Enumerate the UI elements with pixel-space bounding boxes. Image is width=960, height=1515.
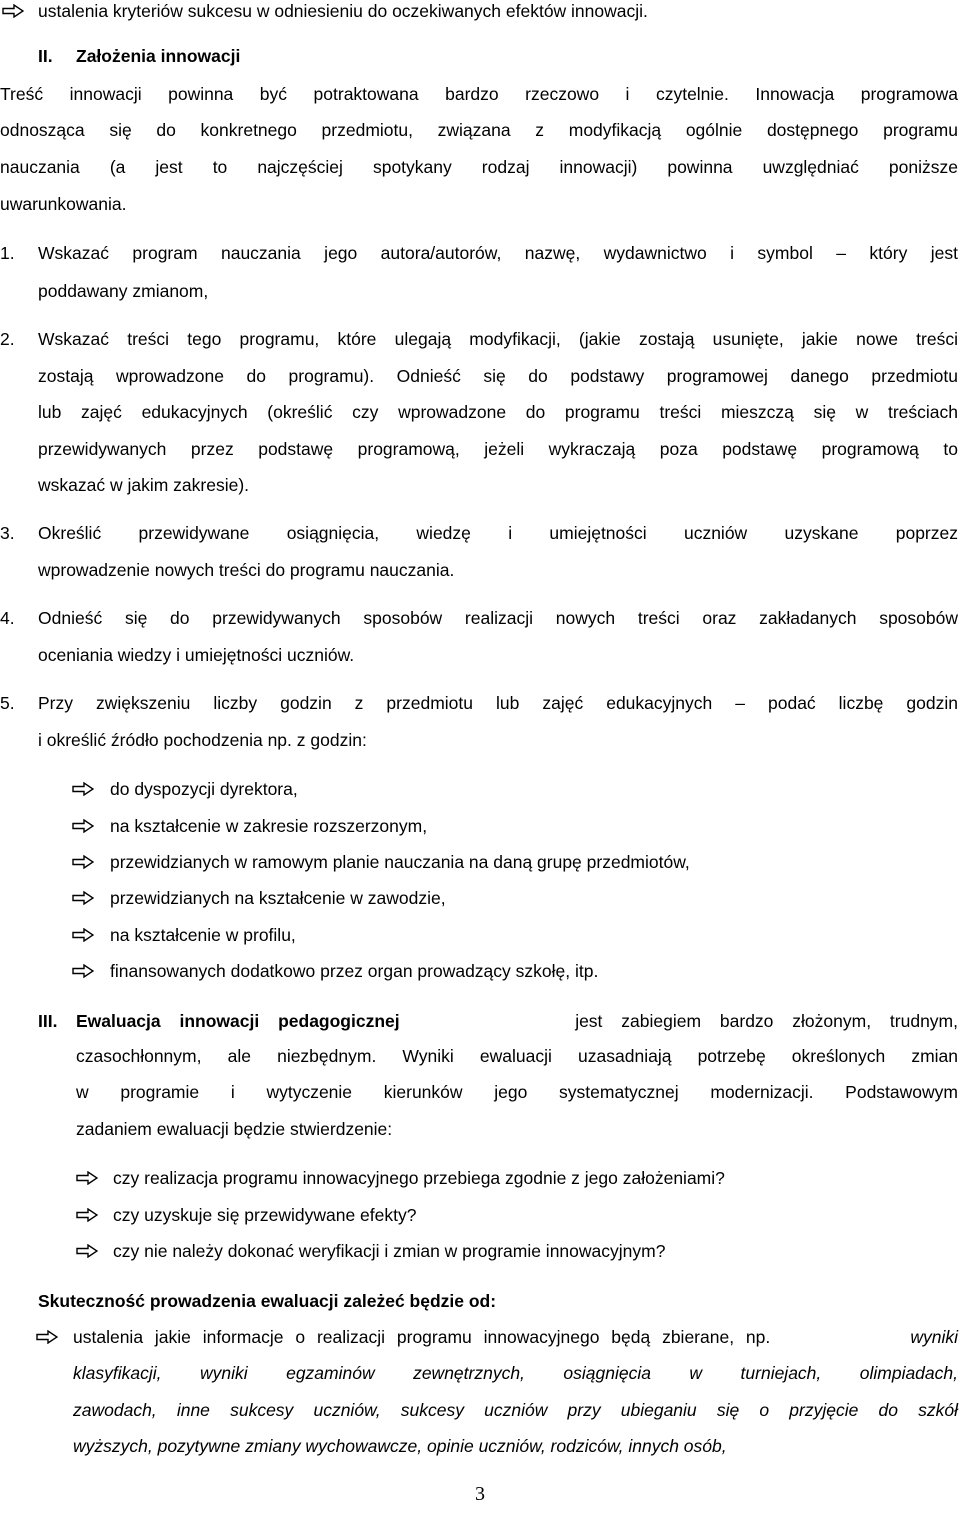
section3-line: czasochłonnym, ale niezbędnym. Wyniki ewaluacji uzasadniają potrzebę określonych zmian (76, 1046, 958, 1066)
section3-title: Ewaluacja innowacji pedagogicznej (76, 1011, 400, 1031)
top-item: ustalenia kryteriów sukcesu w odniesieniu do oczekiwanych efektów innowacji. (38, 1, 648, 21)
list-item-line: wskazać w jakim zakresie). (38, 475, 250, 495)
section2-number: II. (38, 46, 53, 66)
list-item-line: Wskazać treści tego programu, które ulegają modyfikacji, (jakie zostają usunięte, jakie nowe treści (38, 329, 958, 349)
section2-intro-line: uwarunkowania. (0, 194, 127, 214)
hollow-arrow-icon (76, 1208, 98, 1222)
list-item-line: Przy zwiększeniu liczby godzin z przedmiotu lub zajęć edukacyjnych – podać liczbę godzin (38, 693, 958, 713)
effectiveness-italic-line: wyższych, pozytywne zmiany wychowawcze, opinie uczniów, rodziców, innych osób, (73, 1436, 727, 1456)
source-item: na kształcenie w zakresie rozszerzonym, (110, 816, 428, 836)
hollow-arrow-icon (72, 964, 94, 978)
page-number: 3 (475, 1483, 485, 1505)
hollow-arrow-icon (72, 782, 94, 796)
hollow-arrow-icon (72, 891, 94, 905)
list-item-line: Wskazać program nauczania jego autora/autorów, nazwę, wydawnictwo i symbol – który jest (38, 243, 958, 263)
list-item-line: wprowadzenie nowych treści do programu nauczania. (38, 560, 455, 580)
source-item: przewidzianych w ramowym planie nauczania na daną grupę przedmiotów, (110, 852, 690, 872)
source-item: na kształcenie w profilu, (110, 925, 296, 945)
hollow-arrow-icon (36, 1330, 58, 1344)
source-item: przewidzianych na kształcenie w zawodzie, (110, 888, 446, 908)
source-item: finansowanych dodatkowo przez organ prowadzący szkołę, itp. (110, 961, 599, 981)
section2-title: Założenia innowacji (76, 46, 241, 66)
question-item: czy uzyskuje się przewidywane efekty? (113, 1205, 417, 1225)
section3-number: III. (38, 1011, 58, 1031)
section2-intro-line: Treść innowacji powinna być potraktowana bardzo rzeczowo i czytelnie. Innowacja programowa (0, 84, 958, 104)
list-number: 2. (0, 329, 15, 349)
question-item: czy nie należy dokonać weryfikacji i zmian w programie innowacyjnym? (113, 1241, 666, 1261)
section2-intro-line: odnosząca się do konkretnego przedmiotu, związana z modyfikacją ogólnie dostępnego programu (0, 120, 958, 140)
effectiveness-item-regular: ustalenia jakie informacje o realizacji programu innowacyjnego będą zbierane, np. (73, 1327, 771, 1347)
section3-first-line-rest: jest zabiegiem bardzo złożonym, trudnym, (575, 1011, 958, 1031)
list-item-line: Odnieść się do przewidywanych sposobów realizacji nowych treści oraz zakładanych sposobów (38, 608, 958, 628)
hollow-arrow-icon (72, 928, 94, 942)
section3-first-line (76, 1010, 958, 1032)
list-item-line: przewidywanych przez podstawę programową, jeżeli wykraczają poza podstawę programową to (38, 439, 958, 459)
effectiveness-italic-line: zawodach, inne sukcesy uczniów, sukcesy uczniów przy ubieganiu się o przyjęcie do szkół (73, 1400, 958, 1420)
list-item-line: poddawany zmianom, (38, 281, 209, 301)
hollow-arrow-icon (76, 1244, 98, 1258)
list-number: 5. (0, 693, 15, 713)
hollow-arrow-icon (72, 819, 94, 833)
hollow-arrow-icon (2, 4, 24, 18)
list-item-line: oceniania wiedzy i umiejętności uczniów. (38, 645, 355, 665)
list-item-line: lub zajęć edukacyjnych (określić czy wprowadzone do programu treści mieszczą się w treściach (38, 402, 958, 422)
list-item-line: i określić źródło pochodzenia np. z godzin: (38, 730, 367, 750)
hollow-arrow-icon (76, 1171, 98, 1185)
list-number: 3. (0, 523, 15, 543)
effectiveness-italic-line: klasyfikacji, wyniki egzaminów zewnętrznych, osiągnięcia w turniejach, olimpiadach, (73, 1363, 958, 1383)
source-item: do dyspozycji dyrektora, (110, 779, 298, 799)
list-item-line: Określić przewidywane osiągnięcia, wiedzę i umiejętności uczniów uzyskane poprzez (38, 523, 958, 543)
hollow-arrow-icon (72, 855, 94, 869)
effectiveness-item-italic-start: wyniki (910, 1327, 958, 1347)
list-item-line: zostają wprowadzone do programu). Odnieść się do podstawy programowej danego przedmiotu (38, 366, 958, 386)
effectiveness-heading: Skuteczność prowadzenia ewaluacji zależeć będzie od: (38, 1291, 497, 1311)
question-item: czy realizacja programu innowacyjnego przebiega zgodnie z jego założeniami? (113, 1168, 725, 1188)
effectiveness-item-line (73, 1326, 958, 1348)
section2-intro-line: nauczania (a jest to najczęściej spotykany rodzaj innowacji) powinna uwzględniać poniższe (0, 157, 958, 177)
section3-line: zadaniem ewaluacji będzie stwierdzenie: (76, 1119, 393, 1139)
list-number: 1. (0, 243, 15, 263)
list-number: 4. (0, 608, 15, 628)
section3-line: w programie i wytyczenie kierunków jego systematycznej modernizacji. Podstawowym (76, 1082, 958, 1102)
